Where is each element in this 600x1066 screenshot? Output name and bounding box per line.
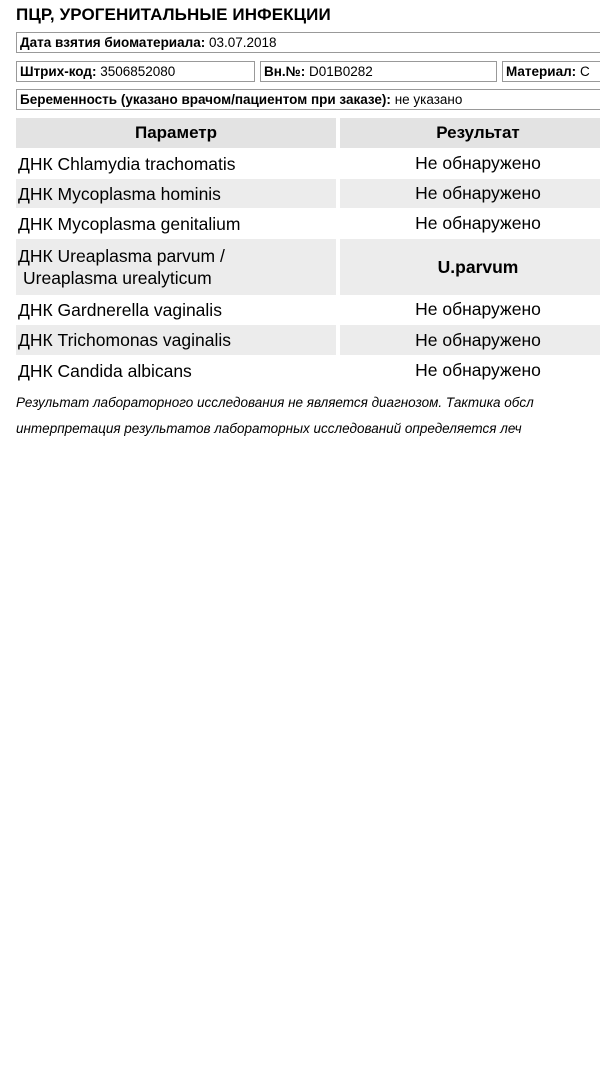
result-cell: Не обнаружено bbox=[340, 325, 600, 355]
inner-number-value: D01B0282 bbox=[308, 64, 373, 79]
table-row bbox=[16, 179, 600, 208]
param-cell bbox=[16, 239, 336, 295]
pregnancy-label: Беременность (указано врачом/пациентом при заказе): bbox=[20, 92, 391, 107]
inner-number-field bbox=[260, 61, 497, 82]
pregnancy-value: не указано bbox=[394, 92, 463, 107]
table-row bbox=[16, 356, 600, 385]
result-cell: Не обнаружено bbox=[415, 153, 541, 173]
barcode-field bbox=[16, 61, 255, 82]
param-cell: ДНК Candida albicans bbox=[18, 360, 192, 381]
result-cell: Не обнаружено bbox=[415, 299, 541, 319]
table-row bbox=[16, 239, 600, 295]
param-cell: ДНК Mycoplasma genitalium bbox=[18, 213, 241, 234]
barcode-value: 3506852080 bbox=[100, 64, 176, 79]
sample-date-field bbox=[16, 32, 600, 53]
result-cell: Не обнаружено bbox=[340, 179, 600, 208]
header-result: Результат bbox=[340, 118, 600, 148]
sample-date-label: Дата взятия биоматериала: bbox=[20, 35, 206, 50]
result-cell: U.parvum bbox=[340, 239, 600, 295]
header-parameter: Параметр bbox=[16, 118, 336, 148]
report-title: ПЦР, УРОГЕНИТАЛЬНЫЕ ИНФЕКЦИИ bbox=[16, 5, 331, 24]
barcode-label: Штрих-код: bbox=[20, 64, 97, 79]
param-cell: ДНК Chlamydia trachomatis bbox=[18, 153, 236, 174]
param-cell: ДНК Gardnerella vaginalis bbox=[18, 299, 222, 320]
pregnancy-field bbox=[16, 89, 600, 110]
param-line-1: ДНК Ureaplasma parvum / bbox=[18, 246, 225, 266]
inner-number-label: Вн.№: bbox=[264, 64, 306, 79]
material-label: Материал: bbox=[506, 64, 577, 79]
param-cell: ДНК Trichomonas vaginalis bbox=[16, 325, 336, 355]
disclaimer-line-1: Результат лабораторного исследования не является диагнозом. Тактика обсл bbox=[16, 395, 534, 410]
material-field bbox=[502, 61, 600, 82]
param-line-2: Ureaplasma urealyticum bbox=[23, 268, 212, 288]
table-row bbox=[16, 295, 600, 324]
disclaimer-line-2: интерпретация результатов лабораторных исследований определяется леч bbox=[16, 421, 522, 436]
result-cell: Не обнаружено bbox=[415, 360, 541, 380]
material-value: С bbox=[579, 64, 590, 79]
sample-date-value: 03.07.2018 bbox=[208, 35, 277, 50]
result-cell: Не обнаружено bbox=[415, 213, 541, 233]
param-cell: ДНК Mycoplasma hominis bbox=[16, 179, 336, 208]
table-row bbox=[16, 209, 600, 238]
table-row bbox=[16, 149, 600, 178]
table-row bbox=[16, 325, 600, 355]
